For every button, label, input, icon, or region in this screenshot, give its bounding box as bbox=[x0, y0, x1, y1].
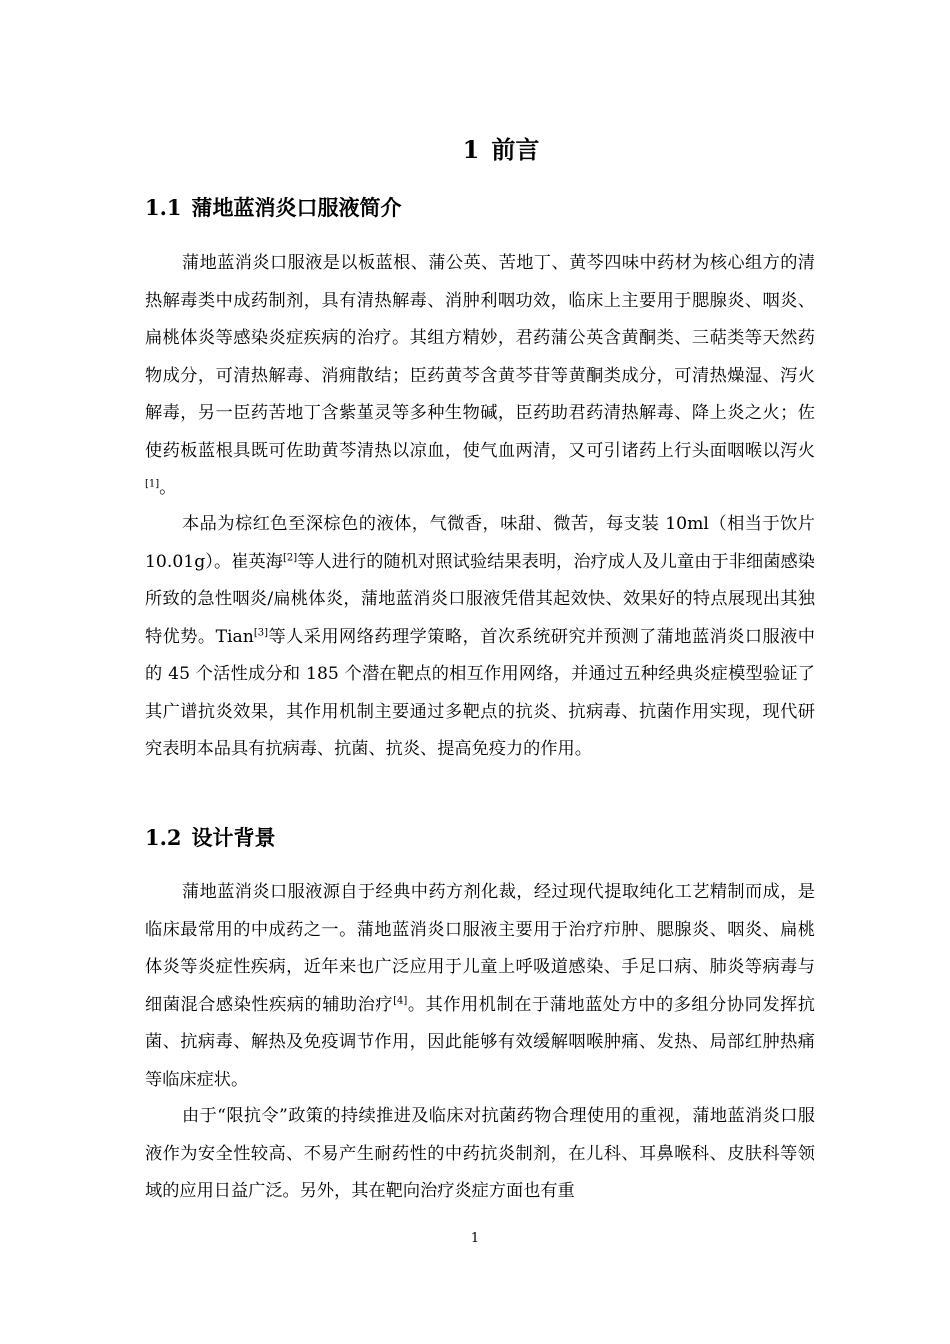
section-number: 1.1 bbox=[145, 195, 182, 220]
citation-ref: [3] bbox=[253, 626, 269, 638]
section-title-text: 设计背景 bbox=[191, 825, 276, 850]
page-number: 1 bbox=[470, 1231, 480, 1246]
citation-ref: [1] bbox=[145, 478, 160, 490]
paragraph-background-1: 蒲地蓝消炎口服液源自于经典中药方剂化裁，经过现代提取纯化工艺精制而成，是临床最常用的中成药之一。蒲地蓝消炎口服液主要用于治疗疖肿、腮腺炎、咽炎、扁桃体炎等炎症性疾病，近年来也广泛应用于儿童上呼吸道感染、手足口病、肺炎等病毒与细菌混合感染性疾病的辅助治疗[4]。其作用机制在于蒲地蓝处方中的多组分协同发挥抗菌、抗病毒、解热及免疫调节作用，因此能够有效缓解咽喉肿痛、发热、局部红肿热痛等临床症状。 bbox=[145, 882, 815, 1090]
citation-ref: [2] bbox=[282, 551, 298, 563]
chapter-number: 1 bbox=[462, 135, 480, 164]
section-title-text: 蒲地蓝消炎口服液简介 bbox=[191, 195, 402, 220]
chapter-heading bbox=[0, 133, 950, 167]
section-number: 1.2 bbox=[145, 825, 182, 850]
paragraph-background-2: 由于“限抗令”政策的持续推进及临床对抗菌药物合理使用的重视，蒲地蓝消炎口服液作为安全性较高、不易产生耐药性的中药抗炎制剂，在儿科、耳鼻喉科、皮肤科等领域的应用日益广泛。另外，其在靶向治疗炎症方面也有重 bbox=[145, 1106, 815, 1201]
paragraph-intro-1: 蒲地蓝消炎口服液是以板蓝根、蒲公英、苦地丁、黄芩四味中药材为核心组方的清热解毒类中成药制剂，具有清热解毒、消肿利咽功效，临床上主要用于腮腺炎、咽炎、扁桃体炎等感染炎症疾病的治疗。其组方精妙，君药蒲公英含黄酮类、三萜类等天然药物成分，可清热解毒、消痈散结；臣药黄芩含黄芩苷等黄酮类成分，可清热燥湿、泻火解毒，另一臣药苦地丁含紫堇灵等多种生物碱，臣药助君药清热解毒、降上炎之火；佐使药板蓝根具既可佐助黄芩清热以凉血，使气血两清，又可引诸药上行头面咽喉以泻火[1]。 bbox=[145, 253, 815, 498]
chapter-title-text: 前言 bbox=[491, 135, 540, 164]
paragraph-intro-2: 本品为棕红色至深棕色的液体，气微香，味甜、微苦，每支装 10ml（相当于饮片 10.01g）。崔英海[2]等人进行的随机对照试验结果表明，治疗成人及儿童由于非细菌感染所致的急性咽炎/扁桃体炎，蒲地蓝消炎口服液凭借其起效快、效果好的特点展现出其独特优势。Tian[3]等人采用网络药理学策略，首次系统研究并预测了蒲地蓝消炎口服液中的 45 个活性成分和 185 个潜在靶点的相互作用网络，并通过五种经典炎症模型验证了其广谱抗炎效果，其作用机制主要通过多靶点的抗炎、抗病毒、抗菌作用实现，现代研究表明本品具有抗病毒、抗菌、抗炎、提高免疫力的作用。 bbox=[145, 514, 815, 759]
citation-ref: [4] bbox=[393, 994, 408, 1006]
section-heading-1-1 bbox=[145, 193, 402, 223]
section-heading-1-2 bbox=[145, 823, 276, 853]
